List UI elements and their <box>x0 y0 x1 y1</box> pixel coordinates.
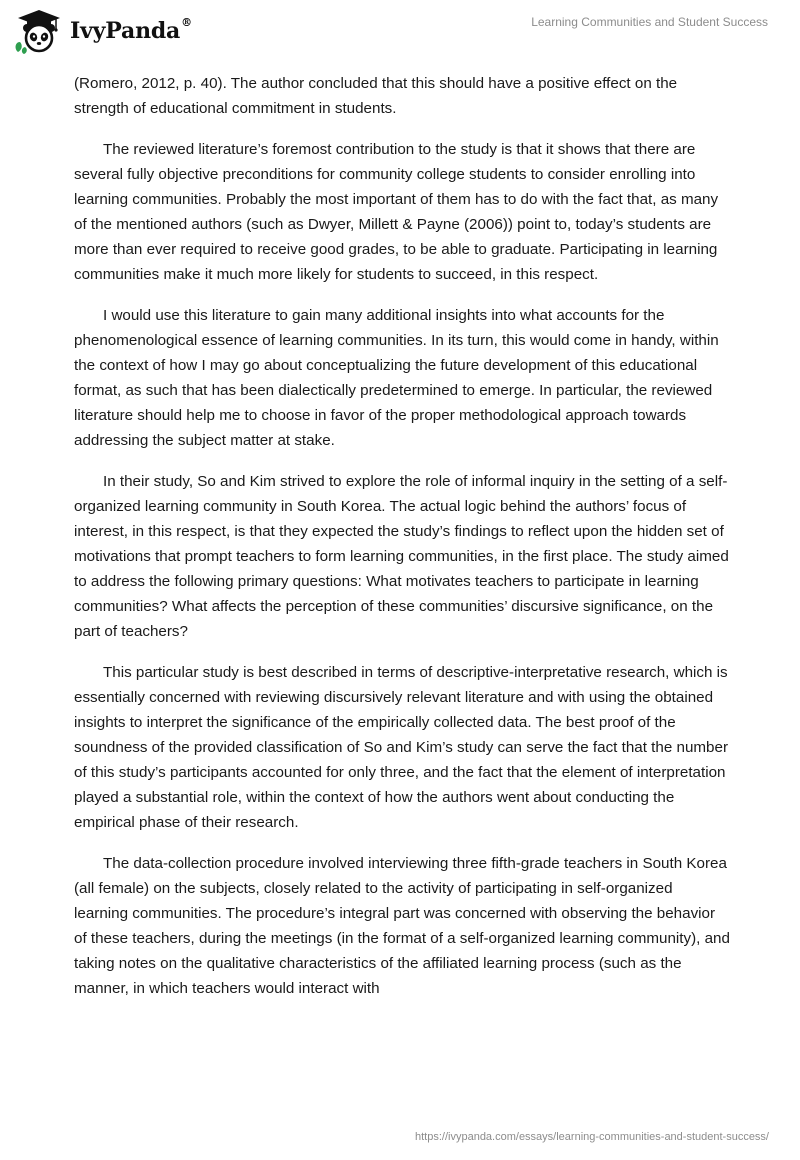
paragraph: This particular study is best described in terms of descriptive-interpretative research, which is essentially concerned with reviewing discursively relevant literature and with using the obtained insights to interpret the significance of the empirically collected data. The best proof of the soundness of the provided classification of So and Kim’s study can serve the fact that the number of this study’s participants accounted for only three, and the fact that the element of interpretation played a substantial role, within the context of how the authors went about conducting the empirical phase of their research. <box>74 664 728 831</box>
paragraph: The reviewed literature’s foremost contribution to the study is that it shows that there are several fully objective preconditions for community college students to consider enrolling into learning communities. Probably the most important of them has to do with the fact that, as many of the mentioned authors (such as Dwyer, Millett & Payne (2006)) point to, today’s students are more than ever required to receive good grades, to be able to graduate. Participating in learning communities make it much more likely for students to succeed, in this respect. <box>74 141 719 283</box>
registered-mark: ® <box>181 16 192 29</box>
document-title: Learning Communities and Student Success <box>531 15 768 29</box>
essay-body <box>74 71 730 1017</box>
page-header <box>0 0 800 60</box>
paragraph: In their study, So and Kim strived to explore the role of informal inquiry in the setting of a self-organized learning community in South Korea. The actual logic behind the authors’ focus of interest, in this respect, is that they expected the study’s findings to reflect upon the hidden set of motivations that prompt teachers to form learning communities, in the first place. The study aimed to address the following primary questions: What motivates teachers to participate in learning communities? What affects the perception of these communities’ discursive significance, on the part of teachers? <box>74 473 729 640</box>
paragraph: I would use this literature to gain many additional insights into what accounts for the phenomenological essence of learning communities. In its turn, this would come in handy, within the context of how I may go about conceptualizing the future development of this educational format, as such that has been dialectically predetermined to emerge. In particular, the reviewed literature should help me to choose in favor of the proper methodological approach towards addressing the subject matter at stake. <box>74 307 719 449</box>
ivypanda-logo[interactable] <box>14 8 192 54</box>
brand-name: IvyPanda® <box>70 16 192 44</box>
panda-graduate-icon <box>14 8 64 54</box>
footer-url-link[interactable]: https://ivypanda.com/essays/learning-communities-and-student-success/ <box>415 1131 769 1143</box>
paragraph: (Romero, 2012, p. 40). The author concluded that this should have a positive effect on the strength of educational commitment in students. <box>74 75 678 117</box>
paragraph: The data-collection procedure involved interviewing three fifth-grade teachers in South Korea (all female) on the subjects, closely related to the activity of participating in self-organized learning communities. The procedure’s integral part was concerned with observing the behavior of these teachers, during the meetings (in the format of a self-organized learning community), and taking notes on the qualitative characteristics of the affiliated learning process (such as the manner, in which teachers would interact with <box>74 855 730 997</box>
